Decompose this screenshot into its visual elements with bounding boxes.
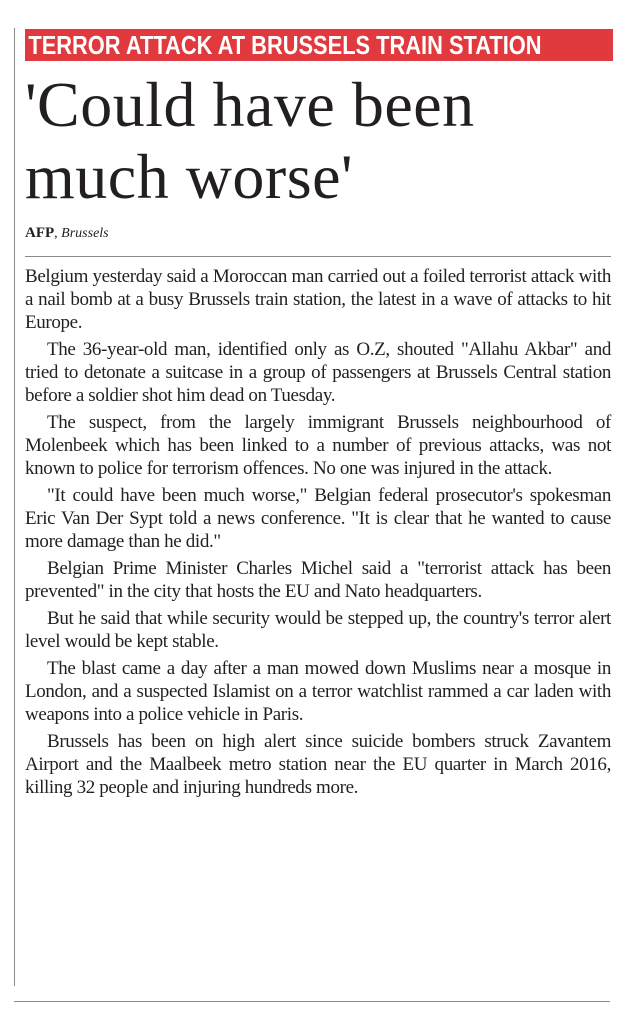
byline-agency: AFP xyxy=(25,225,55,241)
article-paragraph: The suspect, from the largely immigrant Brussels neighbourhood of Molenbeek which has been linked to a number of previous attacks, was not known to police for terrorism offences. No one was injured in the attack. xyxy=(25,412,611,479)
byline-separator: , xyxy=(54,226,62,241)
byline-divider xyxy=(25,256,611,257)
article-body xyxy=(25,265,611,799)
article-paragraph: Belgian Prime Minister Charles Michel said a "terrorist attack has been prevented" in the city that hosts the EU and Nato headquarters. xyxy=(25,558,611,602)
news-article xyxy=(25,29,611,803)
article-paragraph: Belgium yesterday said a Moroccan man carried out a foiled terrorist attack with a nail bomb at a busy Brussels train station, the latest in a wave of attacks to hit Europe. xyxy=(25,266,611,333)
article-paragraph: The 36-year-old man, identified only as O.Z, shouted "Allahu Akbar" and tried to detonate a suitcase in a group of passengers at Brussels Central station before a soldier shot him dead on Tuesday. xyxy=(25,339,611,406)
article-paragraph: But he said that while security would be stepped up, the country's terror alert level would be kept stable. xyxy=(25,608,611,652)
article-byline xyxy=(25,224,611,243)
article-paragraph: The blast came a day after a man mowed down Muslims near a mosque in London, and a suspected Islamist on a terror watchlist rammed a car laden with weapons into a police vehicle in Paris. xyxy=(25,658,611,725)
article-kicker: TERROR ATTACK AT BRUSSELS TRAIN STATION xyxy=(25,29,613,61)
article-headline: 'Could have been much worse' xyxy=(25,69,475,212)
bottom-rule xyxy=(14,1001,610,1002)
article-paragraph: "It could have been much worse," Belgian federal prosecutor's spokesman Eric Van Der Sypt told a news conference. "It is clear that he wanted to cause more damage than he did." xyxy=(25,485,611,552)
byline-place: Brussels xyxy=(61,226,109,241)
left-column-rule xyxy=(14,28,15,986)
article-paragraph: Brussels has been on high alert since suicide bombers struck Zavantem Airport and the Maalbeek metro station near the EU quarter in March 2016, killing 32 people and injuring hundreds more. xyxy=(25,731,611,798)
